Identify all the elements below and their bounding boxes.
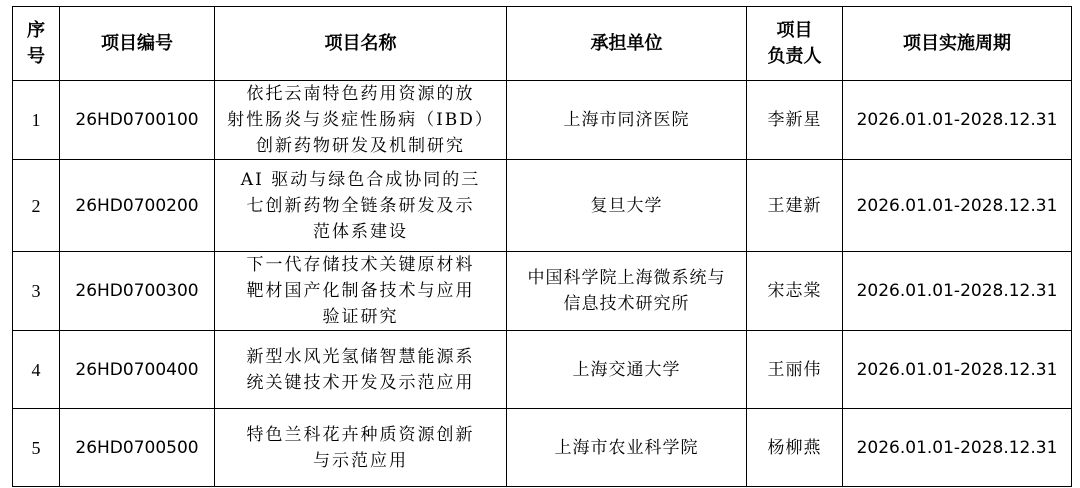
cell-name-line: 特色兰科花卉种质资源创新 — [246, 424, 475, 445]
header-lead-line1: 项目 — [776, 19, 813, 41]
cell-name-line: 射性肠炎与炎症性肠病（IBD） — [227, 110, 494, 130]
table-row — [13, 81, 1072, 160]
cell-period: 2026.01.01-2028.12.31 — [843, 160, 1072, 252]
cell-seq: 1 — [13, 81, 60, 160]
cell-unit — [507, 160, 747, 252]
cell-name-line: 验证研究 — [322, 307, 399, 327]
cell-period: 2026.01.01-2028.12.31 — [843, 252, 1072, 331]
cell-name-line: 新型水风光氢储智慧能源系 — [246, 346, 475, 367]
cell-lead: 王丽伟 — [747, 331, 843, 409]
header-unit: 承担单位 — [507, 7, 747, 81]
cell-unit-line: 复旦大学 — [590, 195, 663, 216]
cell-period: 2026.01.01-2028.12.31 — [843, 81, 1072, 160]
cell-name — [215, 409, 507, 487]
cell-unit — [507, 409, 747, 487]
cell-seq: 5 — [13, 409, 60, 487]
cell-code: 26HD0700500 — [60, 409, 215, 487]
cell-name — [215, 160, 507, 252]
cell-name-line: 统关键技术开发及示范应用 — [246, 372, 475, 393]
cell-unit — [507, 331, 747, 409]
cell-unit — [507, 81, 747, 160]
cell-lead: 宋志棠 — [747, 252, 843, 331]
header-seq: 序号 — [13, 7, 60, 81]
cell-name-line: 与示范应用 — [313, 450, 408, 471]
cell-unit — [507, 252, 747, 331]
project-table — [12, 6, 1072, 487]
cell-name-line: 依托云南特色药用资源的放 — [246, 84, 475, 104]
header-lead — [747, 7, 843, 81]
cell-name-line: 下一代存储技术关键原材料 — [246, 255, 475, 275]
cell-name — [215, 331, 507, 409]
table-body — [13, 81, 1072, 487]
header-code: 项目编号 — [60, 7, 215, 81]
cell-name-line: 靶材国产化制备技术与应用 — [246, 281, 475, 301]
header-period: 项目实施周期 — [843, 7, 1072, 81]
header-lead-line2: 负责人 — [767, 45, 822, 67]
table-row — [13, 331, 1072, 409]
cell-code: 26HD0700200 — [60, 160, 215, 252]
cell-code: 26HD0700400 — [60, 331, 215, 409]
cell-period: 2026.01.01-2028.12.31 — [843, 331, 1072, 409]
table-row — [13, 160, 1072, 252]
cell-unit-line: 上海市农业科学院 — [554, 437, 699, 458]
header-name: 项目名称 — [215, 7, 507, 81]
cell-name — [215, 81, 507, 160]
cell-seq: 2 — [13, 160, 60, 252]
cell-period: 2026.01.01-2028.12.31 — [843, 409, 1072, 487]
cell-seq: 4 — [13, 331, 60, 409]
cell-unit-line: 上海交通大学 — [572, 359, 681, 380]
cell-lead: 杨柳燕 — [747, 409, 843, 487]
table-row — [13, 252, 1072, 331]
cell-seq: 3 — [13, 252, 60, 331]
cell-name-line: AI 驱动与绿色合成协同的三 — [240, 169, 481, 190]
table-header-row — [13, 7, 1072, 81]
cell-lead: 李新星 — [747, 81, 843, 160]
cell-code: 26HD0700300 — [60, 252, 215, 331]
cell-lead: 王建新 — [747, 160, 843, 252]
cell-code: 26HD0700100 — [60, 81, 215, 160]
table-row — [13, 409, 1072, 487]
project-table-container — [12, 6, 1072, 487]
cell-name — [215, 252, 507, 331]
cell-unit-line: 信息技术研究所 — [563, 294, 690, 314]
cell-name-line: 创新药物研发及机制研究 — [256, 136, 465, 156]
cell-unit-line: 上海市同济医院 — [563, 110, 690, 130]
cell-name-line: 范体系建设 — [313, 221, 408, 242]
cell-name-line: 七创新药物全链条研发及示 — [246, 195, 475, 216]
cell-unit-line: 中国科学院上海微系统与 — [527, 268, 726, 288]
